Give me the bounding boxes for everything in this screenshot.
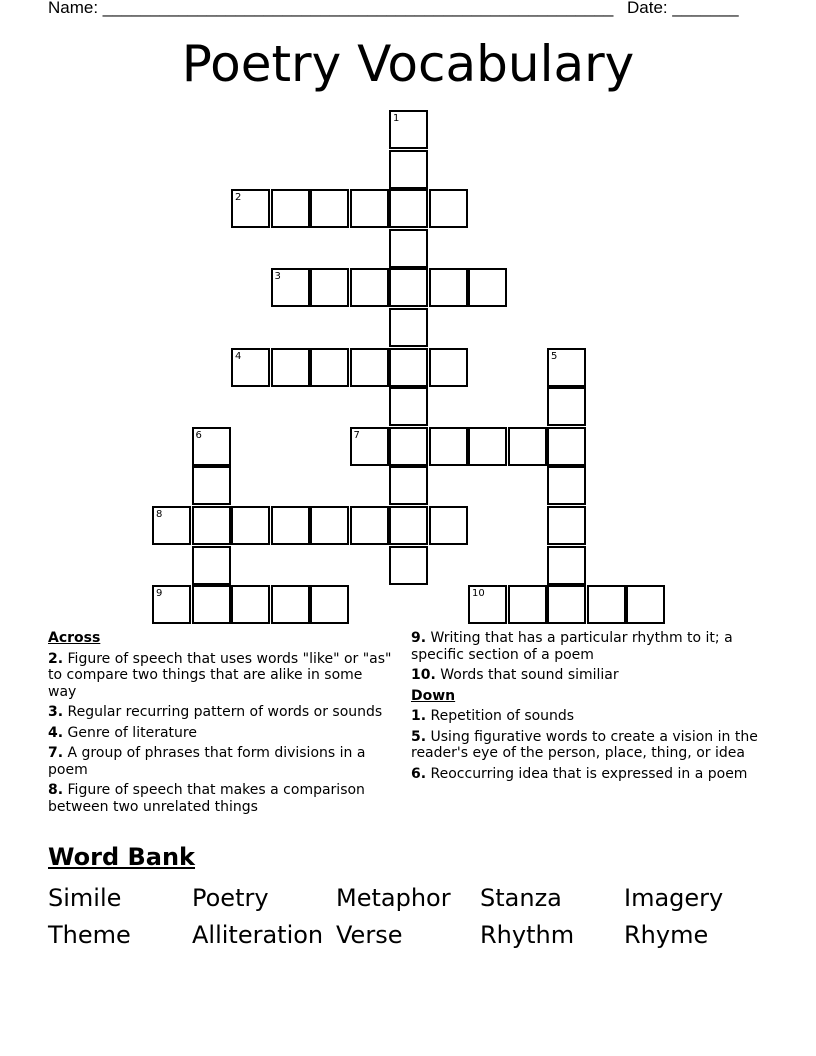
clue-text: Regular recurring pattern of words or sounds — [67, 704, 383, 720]
crossword-cell[interactable] — [192, 546, 231, 585]
clue-across-3 — [48, 704, 393, 721]
crossword-cell[interactable] — [350, 506, 389, 545]
clue-text: A group of phrases that form divisions in a poem — [48, 745, 366, 778]
clue-text: Words that sound similiar — [440, 667, 619, 683]
crossword-cell[interactable] — [389, 268, 428, 307]
crossword-cell[interactable] — [310, 348, 349, 387]
clues-column-left — [48, 630, 393, 819]
crossword-cell[interactable] — [152, 585, 191, 624]
clue-text: Figure of speech that uses words "like" or "as" to compare two things that are alike in some way — [48, 650, 392, 700]
crossword-cell[interactable] — [350, 427, 389, 466]
down-heading: Down — [411, 687, 456, 704]
clue-text: Figure of speech that makes a comparison between two unrelated things — [48, 782, 365, 815]
crossword-cell[interactable] — [626, 585, 665, 624]
crossword-cell[interactable] — [389, 348, 428, 387]
clue-number: 9. — [411, 630, 427, 646]
cell-number: 1 — [393, 113, 400, 124]
crossword-cell[interactable] — [468, 585, 507, 624]
word-bank-item: Alliteration — [192, 921, 324, 949]
clue-across-9 — [411, 630, 771, 663]
crossword-cell[interactable] — [192, 585, 231, 624]
cell-number: 2 — [235, 192, 242, 204]
cell-number: 9 — [156, 588, 163, 600]
page-title: Poetry Vocabulary — [181, 35, 635, 93]
word-bank-item: Imagery — [624, 884, 724, 912]
clue-number: 7. — [48, 745, 64, 761]
crossword-cell[interactable] — [429, 189, 468, 228]
word-bank-item: Verse — [336, 921, 403, 949]
crossword-cell[interactable] — [508, 427, 547, 466]
crossword-cell[interactable] — [271, 585, 310, 624]
word-bank-item: Theme — [48, 921, 131, 949]
crossword-cell[interactable] — [547, 466, 586, 505]
crossword-cell[interactable] — [231, 585, 270, 624]
crossword-cell[interactable] — [547, 506, 586, 545]
clue-text: Genre of literature — [67, 724, 197, 741]
crossword-cell[interactable] — [547, 546, 586, 585]
crossword-cell[interactable] — [192, 506, 231, 545]
crossword-cell[interactable] — [547, 387, 586, 426]
crossword-cell[interactable] — [389, 150, 428, 189]
crossword-cell[interactable] — [429, 268, 468, 307]
cell-number: 6 — [195, 429, 202, 441]
crossword-cell[interactable] — [389, 546, 428, 585]
crossword-cell[interactable] — [429, 348, 468, 387]
crossword-cell[interactable] — [389, 387, 428, 426]
crossword-cell[interactable] — [389, 427, 428, 466]
crossword-cell[interactable] — [310, 189, 349, 228]
crossword-cell[interactable] — [468, 427, 507, 466]
crossword-cell[interactable] — [231, 189, 270, 228]
clue-across-8 — [48, 782, 393, 815]
clue-text: Reoccurring idea that is expressed in a poem — [430, 765, 748, 782]
date-field-label: Date: _______ — [627, 0, 739, 17]
crossword-cell[interactable] — [547, 348, 586, 387]
word-bank-item: Rhythm — [480, 921, 575, 949]
crossword-cell[interactable] — [587, 585, 626, 624]
clue-number: 5. — [411, 728, 427, 745]
clue-number: 3. — [48, 704, 64, 720]
word-bank-item: Simile — [48, 884, 122, 912]
word-bank-title: Word Bank — [48, 843, 196, 871]
clue-text: Using figurative words to create a vision in the reader's eye of the person, place, thing, or idea — [411, 728, 758, 761]
crossword-cell[interactable] — [389, 110, 428, 149]
crossword-cell[interactable] — [192, 427, 231, 466]
crossword-cell[interactable] — [271, 348, 310, 387]
crossword-cell[interactable] — [389, 466, 428, 505]
clue-number: 2. — [48, 650, 64, 667]
crossword-cell[interactable] — [389, 229, 428, 268]
crossword-cell[interactable] — [389, 506, 428, 545]
word-bank-item: Stanza — [480, 884, 562, 912]
cell-number: 3 — [274, 271, 281, 283]
crossword-cell[interactable] — [547, 427, 586, 466]
crossword-cell[interactable] — [468, 268, 507, 307]
crossword-cell[interactable] — [231, 506, 270, 545]
clue-down-5 — [411, 729, 771, 762]
crossword-cell[interactable] — [547, 585, 586, 624]
cell-number: 8 — [156, 509, 163, 520]
crossword-cell[interactable] — [152, 506, 191, 545]
crossword-cell[interactable] — [192, 466, 231, 505]
crossword-cell[interactable] — [389, 189, 428, 228]
crossword-cell[interactable] — [429, 427, 468, 466]
clue-number: 10. — [411, 667, 436, 683]
clue-across-10 — [411, 667, 771, 684]
clue-text: Writing that has a particular rhythm to it; a specific section of a poem — [411, 630, 733, 663]
word-bank-item: Poetry — [192, 884, 269, 912]
name-field-label: Name: ______________________________________________________ — [48, 0, 614, 17]
crossword-cell[interactable] — [231, 348, 270, 387]
clues-column-right — [411, 630, 771, 786]
clue-number: 1. — [411, 708, 427, 724]
cell-number: 7 — [353, 429, 360, 441]
crossword-cell[interactable] — [350, 189, 389, 228]
clue-across-4 — [48, 725, 393, 742]
cell-number: 10 — [472, 588, 485, 600]
cell-number: 4 — [235, 350, 242, 362]
crossword-cell[interactable] — [310, 585, 349, 624]
clue-across-2 — [48, 651, 393, 701]
clue-down-6 — [411, 766, 771, 783]
crossword-cell[interactable] — [429, 506, 468, 545]
across-heading: Across — [48, 630, 101, 646]
clue-number: 6. — [411, 765, 427, 782]
crossword-cell[interactable] — [508, 585, 547, 624]
word-bank-item: Metaphor — [336, 884, 451, 912]
crossword-cell[interactable] — [271, 189, 310, 228]
crossword-cell[interactable] — [350, 268, 389, 307]
crossword-cell[interactable] — [389, 308, 428, 347]
clue-across-7 — [48, 745, 393, 778]
clue-number: 4. — [48, 724, 64, 741]
cell-number: 5 — [551, 350, 558, 362]
clue-text: Repetition of sounds — [430, 708, 575, 724]
clue-down-1 — [411, 708, 771, 725]
crossword-cell[interactable] — [271, 268, 310, 307]
word-bank-item: Rhyme — [624, 921, 709, 949]
crossword-cell[interactable] — [271, 506, 310, 545]
crossword-cell[interactable] — [310, 506, 349, 545]
crossword-cell[interactable] — [310, 268, 349, 307]
crossword-cell[interactable] — [350, 348, 389, 387]
clue-number: 8. — [48, 782, 64, 798]
